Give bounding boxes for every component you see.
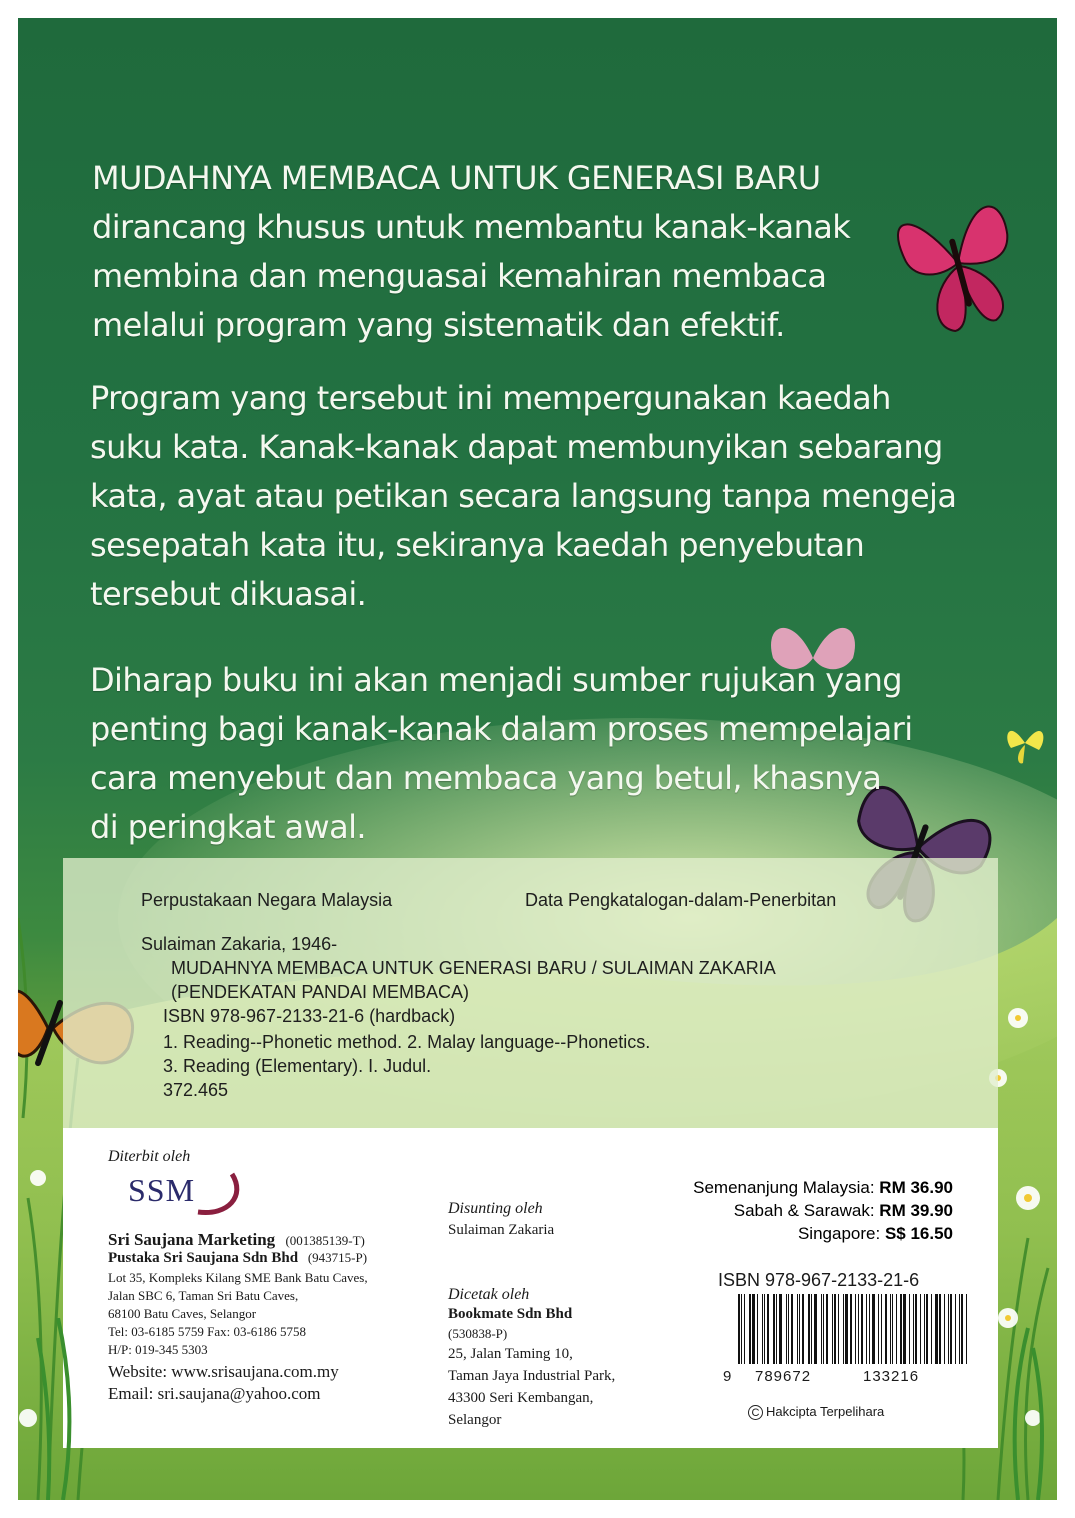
printer-address-line: Taman Jaya Industrial Park, [448,1368,616,1384]
catalog-line: (PENDEKATAN PANDAI MEMBACA) [171,982,470,1002]
blurb-line: di peringkat awal. [90,808,366,846]
blurb-line: sesepatah kata itu, sekiranya kaedah penyebutan [90,526,865,564]
catalog-line: MUDAHNYA MEMBACA UNTUK GENERASI BARU / SULAIMAN ZAKARIA [171,958,776,978]
publisher-phone: Tel: 03-6185 5759 Fax: 03-6186 5758 [108,1324,307,1339]
publisher-name [108,1230,365,1250]
publisher-name-text: Sri Saujana Marketing [108,1230,276,1249]
blurb-line: membina dan menguasai kemahiran membaca [92,257,827,295]
price-region: Sabah & Sarawak: [733,1201,875,1220]
publisher-address-line: Lot 35, Kompleks Kilang SME Bank Batu Caves, [108,1270,368,1285]
printer-address-line: 25, Jalan Taming 10, [448,1346,573,1362]
blurb-paragraph-2 [90,374,990,619]
catalog-author: Sulaiman Zakaria, 1946- [141,934,338,954]
blurb-line: kata, ayat atau petikan secara langsung tanpa mengeja [90,477,957,515]
publisher-mobile: H/P: 019-345 5303 [108,1342,208,1357]
blurb-line: penting bagi kanak-kanak dalam proses mempelajari [90,710,913,748]
grass-foreground [18,1318,1057,1500]
editor-label: Disunting oleh [448,1200,543,1217]
logo-swoosh-icon [188,1168,248,1220]
publisher-address-line: Jalan SBC 6, Taman Sri Batu Caves, [108,1288,299,1303]
price-list [693,1176,953,1245]
publisher-label: Diterbit oleh [108,1148,191,1165]
publisher-address-line: 68100 Batu Caves, Selangor [108,1306,257,1321]
publisher-name-2 [108,1250,367,1267]
blurb-line: dirancang khusus untuk membantu kanak-kanak [92,208,851,246]
publisher-name-2-text: Pustaka Sri Saujana Sdn Bhd [108,1250,299,1266]
blurb-line: melalui program yang sistematik dan efektif. [92,306,785,344]
publisher-website: Website: www.srisaujana.com.my [108,1362,339,1381]
price-region: Semenanjung Malaysia: [693,1178,875,1197]
blurb-line: suku kata. Kanak-kanak dapat membunyikan sebarang [90,428,943,466]
printer-reg: (530838-P) [448,1326,508,1341]
catalog-data-panel [63,858,998,1128]
isbn-label: ISBN 978-967-2133-21-6 [718,1270,920,1290]
catalog-line: 3. Reading (Elementary). I. Judul. [163,1056,432,1076]
publisher-reg: (001385139-T) [285,1233,365,1248]
barcode-digit-first: 9 [723,1368,732,1385]
printer-address-line: 43300 Seri Kembangan, [448,1390,594,1406]
yellow-butterfly-icon [1003,718,1048,768]
catalog-line: 372.465 [163,1080,229,1100]
blurb-paragraph-1 [92,154,992,350]
printer-label: Dicetak oleh [448,1286,530,1303]
price-value: RM 36.90 [879,1178,953,1197]
copyright-icon: C [748,1405,763,1420]
catalog-heading: Data Pengkatalogan-dalam-Penerbitan [525,890,837,910]
price-value: S$ 16.50 [884,1224,953,1243]
book-back-cover [18,18,1057,1500]
blurb-line: Program yang tersebut ini mempergunakan kaedah [90,379,891,417]
price-row [693,1222,953,1245]
copyright-text: Hakcipta Terpelihara [766,1404,885,1419]
publisher-email: Email: sri.saujana@yahoo.com [108,1384,321,1403]
blurb-paragraph-3 [90,656,990,852]
barcode-digits-left: 789672 [755,1368,812,1385]
printer-address-line: Selangor [448,1412,502,1428]
blurb-line: cara menyebut dan membaca yang betul, khasnya [90,759,882,797]
library-name: Perpustakaan Negara Malaysia [141,890,393,910]
price-row [693,1199,953,1222]
blurb-line: Diharap buku ini akan menjadi sumber rujukan yang [90,661,902,699]
price-value: RM 39.90 [879,1201,953,1220]
catalog-line: 1. Reading--Phonetic method. 2. Malay language--Phonetics. [163,1032,651,1052]
barcode-digits-right: 133216 [863,1368,920,1385]
blurb-line: tersebut dikuasai. [90,575,367,613]
printer-name: Bookmate Sdn Bhd [448,1306,573,1322]
logo-text: SSM [128,1172,196,1208]
catalog-line: ISBN 978-967-2133-21-6 (hardback) [163,1006,456,1026]
editor-name: Sulaiman Zakaria [448,1222,555,1238]
price-region: Singapore: [797,1224,881,1243]
blurb-line: MUDAHNYA MEMBACA UNTUK GENERASI BARU [92,159,821,197]
ssm-logo [128,1168,248,1220]
price-row [693,1176,953,1199]
publisher-2-reg: (943715-P) [307,1250,368,1265]
